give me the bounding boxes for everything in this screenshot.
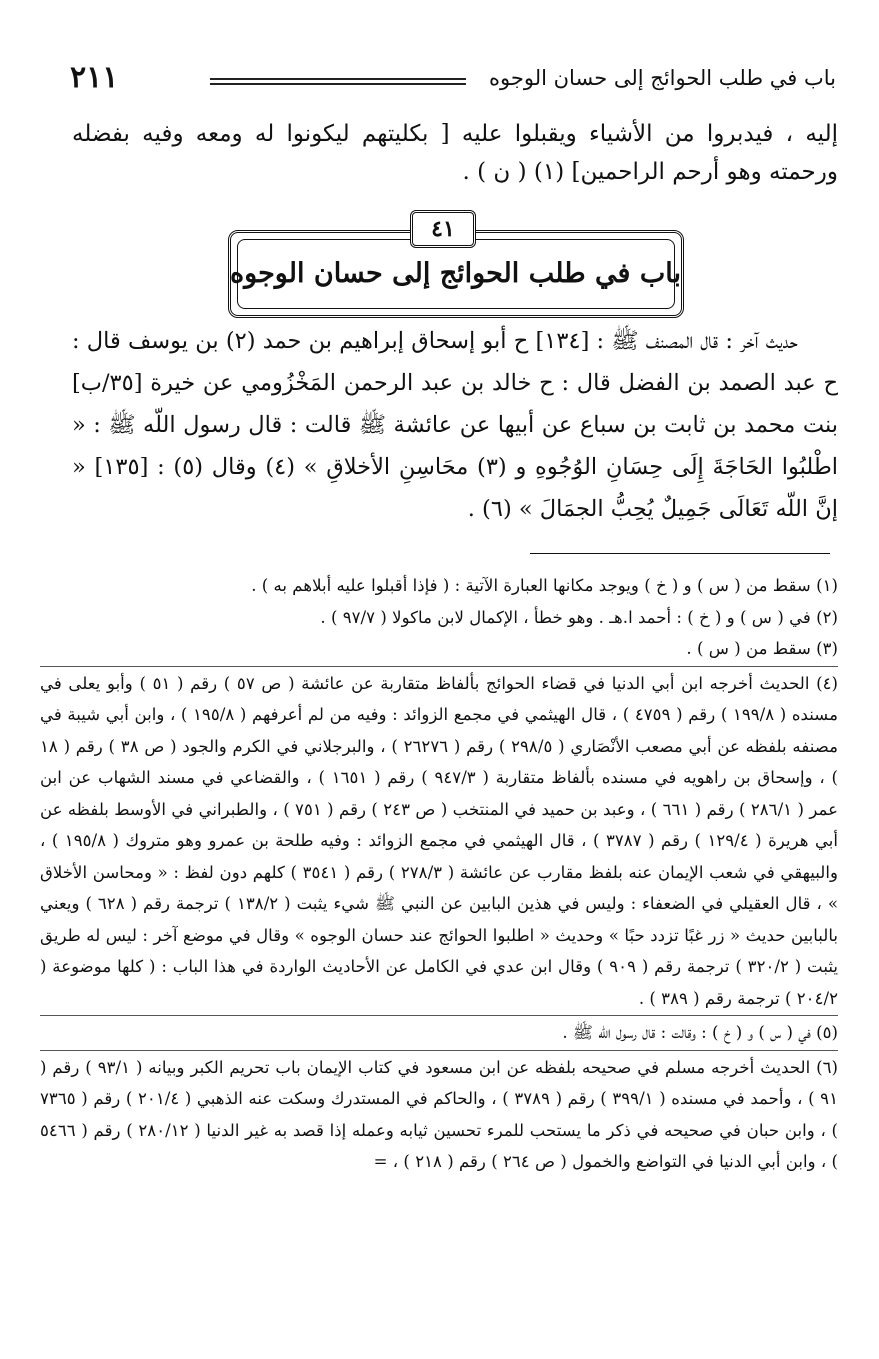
footnote-6: (٦) الحديث أخرجه مسلم في صحيحه بلفظه عن ابن مسعود في كتاب الإيمان باب تحريم الكبر وبيانه ( ٩٣/١ ) رقم ( ٩١ ) ، وأحمد في مسنده ( ٣٩٩/١ ) رقم ( ٣٧٨٩ ) ، والحاكم في المستدرك وسكت عنه الذهبي ( ٢٠١/٤ ) رقم ( ٧٣٦٥ ) ، وابن حبان في صحيحه في ذكر ما يستحب للمرء تحسين ثيابه وعمله إذا قصد به غير الدنيا ( ٢٨٠/١٢ ) رقم ( ٥٤٦٦ ) ، وابن أبي الدنيا في التواضع والخمول ( ص ٢٦٤ ) رقم ( ٢١٨ ) ، = — [40, 1057, 838, 1171]
running-header-title: باب في طلب الحوائج إلى حسان الوجوه — [489, 66, 836, 90]
footnote-divider — [40, 1015, 838, 1016]
footnote-2: (٢) في ( س ) و ( خ ) : أحمد ا.هـ . وهو خطأ ، الإكمال لابن ماكولا ( ٩٧/٧ ) . — [320, 607, 838, 627]
footnote-1: (١) سقط من ( س ) و ( خ ) ويوجد مكانها العبارة الآتية : ( فإذا أقبلوا عليه أبلاهم به ) . — [251, 576, 838, 595]
footnotes — [40, 570, 838, 1178]
footnote-5: (٥) في ( س ) و ( خ ) : وقالت : قال رسول اللّه ﷺ . — [562, 1023, 838, 1042]
hadith-paragraph: حديث آخر : قال المصنف ﷺ : [١٣٤] ح أبو إسحاق إبراهيم بن حمد (٢) بن يوسف قال : ح عبد الصمد بن الفضل قال : ح خالد بن عبد الرحمن المَخْزُومي عن خيرة [٣٥/ب] بنت محمد بن ثابت بن سباع عن أبيها عن عائشة ﷺ قالت : قال رسول اللّه ﷺ : « اطْلبُوا الحَاجَةَ إِلَى حِسَانِ الوُجُوهِ و (٣) محَاسِنِ الأخلاقِ » (٤) وقال (٥) : [١٣٥] « إنَّ اللّه تَعَالَى جَمِيلٌ يُحِبُّ الجمَالَ » (٦) . — [72, 328, 839, 522]
footnote-divider — [40, 666, 838, 667]
footnote-4: (٤) الحديث أخرجه ابن أبي الدنيا في قضاء الحوائج بألفاظ متقاربة عن عائشة ( ص ٥٧ ) رقم ( ٥١ ) وأبو يعلى في مسنده ( ١٩٩/٨ ) رقم ( ٤٧٥٩ ) ، قال الهيثمي في مجمع الزوائد : وفيه من لم أعرفهم ( ١٩٥/٨ ) ، وابن أبي شيبة في مصنفه بلفظه عن أبي مصعب الأنْصَاري ( ٢٩٨/٥ ) رقم ( ٢٦٢٧٦ ) ، والبرجلاني في الكرم والجود ( ص ٣٨ ) رقم ( ١٨ ) ، وإسحاق بن راهويه في مسنده بألفاظ متقاربة ( ٩٤٧/٣ ) رقم ( ١٦٥١ ) ، والقضاعي في مسند الشهاب عن ابن عمر ( ٢٨٦/١ ) رقم ( ٦٦١ ) ، وعبد بن حميد في المنتخب ( ص ٢٤٣ ) رقم ( ٧٥١ ) ، والطبراني في الأوسط بلفظه عن أبي هريرة ( ١٢٩/٤ ) رقم ( ٣٧٨٧ ) ، قال الهيثمي في مجمع الزوائد : وفيه طلحة بن عمرو وهو متروك ( ١٩٥/٨ ) ، والبيهقي في شعب الإيمان عنه بلفظ مقارب عن عائشة ( ٢٧٨/٣ ) رقم ( ٣٥٤١ ) كلهم دون لفظ : « ومحاسن الأخلاق » ، قال العقيلي في الضعفاء : وليس في هذين البابين عن النبي ﷺ شيء يثبت ( ١٣٨/٢ ) ترجمة رقم ( ٦٢٨ ) ويعني بالبابين حديث « زر غبًا تزدد حبًا » وحديث « اطلبوا الحوائج عند حسان الوجوه » وقال في موضع آخر : ليس له طريق يثبت ( ٣٢٠/٢ ) ترجمة رقم ( ٩٠٩ ) وقال ابن عدي في الكامل عن الأحاديث الواردة في هذا الباب : ( كلها موضوعة ( ٢٠٤/٢ ) ترجمة رقم ( ٣٨٩ ) . — [40, 673, 839, 1008]
chapter-title: باب في طلب الحوائج إلى حسان الوجوه — [230, 258, 681, 289]
page-number: ٢١١ — [70, 60, 119, 95]
footnote-3: (٣) سقط من ( س ) . — [686, 639, 838, 658]
footnote-divider — [40, 1050, 838, 1051]
chapter-number: ٤١ — [410, 210, 476, 248]
running-header — [70, 60, 836, 100]
header-rule — [210, 78, 466, 85]
footnote-separator — [530, 553, 830, 554]
intro-paragraph: إليه ، فيدبروا من الأشياء ويقبلوا عليه [ بكليتهم ليكونوا له ومعه وفيه بفضله ورحمته وهو أرحم الراحمين] (١) ( ن ) . — [72, 121, 839, 185]
hadith-text — [72, 320, 838, 530]
